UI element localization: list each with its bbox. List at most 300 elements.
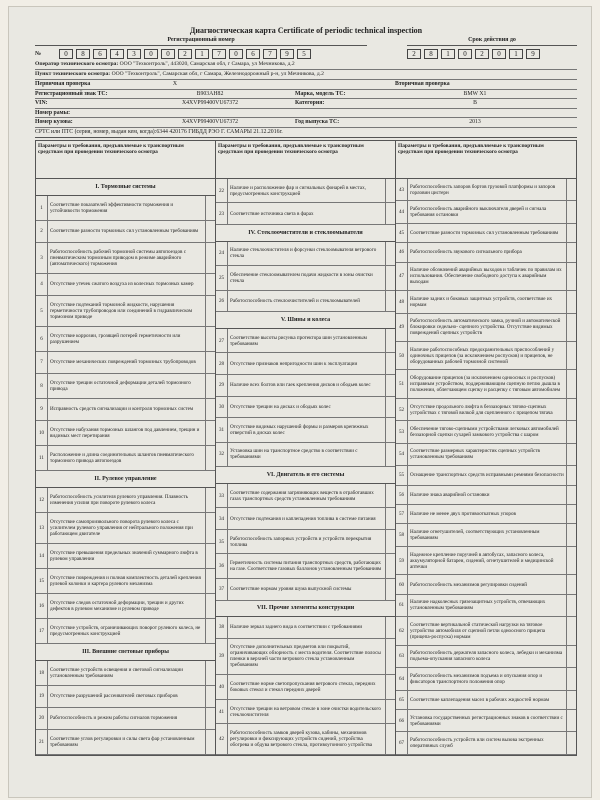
vehicle-value-right: BMW X1 bbox=[463, 90, 487, 97]
requirement-text: Отсутствие превышения предельных значений суммарного люфта в рулевом управлении bbox=[50, 549, 198, 562]
requirement-row bbox=[396, 547, 576, 575]
requirement-mark-cell bbox=[385, 397, 395, 418]
secondary-check-label: Вторичная проверка bbox=[395, 81, 450, 87]
requirement-number: 54 bbox=[396, 444, 408, 465]
requirement-text: Отсутствие подтекания и каплепадения топлива в системе питания bbox=[230, 515, 376, 522]
requirement-text: Работоспособность запоров бортов грузовой платформы и запоров горловин цистерн bbox=[410, 183, 556, 196]
requirements-column bbox=[216, 141, 396, 755]
requirement-mark-cell bbox=[205, 661, 215, 685]
requirement-row bbox=[396, 617, 576, 645]
requirement-text: Соответствие разности тормозных сил установленным требованиям bbox=[410, 229, 559, 236]
valid-until-digit: 0 bbox=[492, 49, 506, 59]
requirement-row bbox=[216, 675, 395, 700]
requirement-text: Исправность средств сигнализации и контроля тормозных систем bbox=[50, 406, 194, 413]
requirement-number: 2 bbox=[36, 221, 48, 242]
reg-number-digit: 0 bbox=[144, 49, 158, 59]
vehicle-row bbox=[35, 99, 577, 109]
requirement-text: Соответствие углов регулировки и силы света фар установленным требованиям bbox=[50, 735, 195, 748]
requirement-text: Работоспособность замков дверей кузова, кабины, механизмов регулировки и фиксирующих устройств сидений, устройства обогрева и обдува ветрового стекла, противоугонного устройства bbox=[230, 730, 373, 749]
requirement-mark-cell bbox=[385, 443, 395, 467]
requirement-number: 18 bbox=[36, 661, 48, 685]
requirement-mark-cell bbox=[566, 466, 576, 484]
reg-number-digit: 5 bbox=[297, 49, 311, 59]
requirement-row bbox=[396, 646, 576, 668]
requirement-number: 20 bbox=[36, 708, 48, 729]
requirement-mark-cell bbox=[385, 375, 395, 396]
requirement-number: 59 bbox=[396, 547, 408, 574]
requirement-number: 31 bbox=[216, 418, 228, 442]
requirement-text: Отсутствие самопроизвольного поворота рулевого колеса с усилителем рулевого управления от нейтрального положения при работающем двигателе bbox=[50, 518, 193, 537]
requirement-text: Отсутствие разрушений рассеивателей световых приборов bbox=[50, 693, 178, 700]
requirement-mark-cell bbox=[205, 446, 215, 470]
requirement-number: 8 bbox=[36, 374, 48, 398]
requirement-number: 28 bbox=[216, 353, 228, 374]
requirement-number: 3 bbox=[36, 243, 48, 273]
valid-until-digit: 8 bbox=[424, 49, 438, 59]
operator-value: ООО "Техконтроль", 443020, Самарская обл, г Самара, ул Мечникова, д.2 bbox=[119, 61, 295, 67]
requirement-number: 26 bbox=[216, 291, 228, 312]
requirement-number: 45 bbox=[396, 224, 408, 242]
vehicle-label-right: Год выпуска ТС: bbox=[295, 119, 340, 126]
section-heading: IV. Стеклоочистители и стеклоомыватели bbox=[216, 225, 395, 242]
requirement-text: Наличие огнетушителей, соответствующих установленным требованиям bbox=[410, 529, 540, 542]
requirement-text: Обеспечение стеклоомывателем подачи жидкости в зоны очистки стекла bbox=[230, 271, 373, 284]
requirement-mark-cell bbox=[205, 544, 215, 568]
requirement-number: 13 bbox=[36, 513, 48, 543]
requirement-text: Наличие надколесных грязезащитных устройств, отвечающих установленным требованиям bbox=[410, 599, 546, 612]
inspection-point-value: ООО "Техконтроль", Самарская обл, г Самара, Железнодорожный р-н, ул Мечникова, д.2 bbox=[111, 71, 324, 77]
requirement-mark-cell bbox=[566, 547, 576, 574]
vehicle-row bbox=[35, 109, 577, 119]
requirement-row bbox=[216, 375, 395, 397]
requirement-text: Соответствие норме светопропускания ветрового стекла, передних боковых стекол и стекол передних дверей bbox=[230, 681, 376, 694]
vehicle-label-left: Номер рамы: bbox=[35, 109, 71, 116]
requirement-mark-cell bbox=[385, 353, 395, 374]
valid-until-digit: 2 bbox=[407, 49, 421, 59]
column-header-text: Параметры и требования, предъявляемые к транспортным средствам при проведении технического осмотра bbox=[218, 142, 364, 156]
requirement-mark-cell bbox=[205, 221, 215, 242]
section-heading: II. Рулевое управление bbox=[36, 471, 215, 488]
requirement-number: 44 bbox=[396, 201, 408, 222]
requirement-number: 10 bbox=[36, 421, 48, 445]
inspection-point-label: Пункт технического осмотра: bbox=[35, 71, 111, 77]
requirement-mark-cell bbox=[566, 291, 576, 312]
requirement-number: 32 bbox=[216, 443, 228, 467]
requirement-row bbox=[396, 179, 576, 201]
requirement-row bbox=[396, 486, 576, 505]
requirement-number: 48 bbox=[396, 291, 408, 312]
vehicle-label-right: Марка, модель ТС: bbox=[295, 90, 346, 97]
requirement-mark-cell bbox=[566, 732, 576, 753]
requirement-row bbox=[36, 730, 215, 755]
requirement-text: Соответствие содержания загрязняющих веществ в отработавших газах транспортных средств установленным требованиям bbox=[230, 489, 374, 502]
valid-until-digit: 9 bbox=[526, 49, 540, 59]
requirement-mark-cell bbox=[566, 668, 576, 689]
valid-until-digit: 1 bbox=[509, 49, 523, 59]
requirement-text: Обеспечение тягово-сцепными устройствами легковых автомобилей беззазорной сцепки сухарей замкового устройства с шаром bbox=[410, 425, 559, 438]
operator-label: Оператор технического осмотра: bbox=[35, 61, 119, 67]
requirement-mark-cell bbox=[385, 530, 395, 554]
requirement-mark-cell bbox=[205, 296, 215, 326]
requirement-number: 12 bbox=[36, 488, 48, 512]
requirement-number: 24 bbox=[216, 242, 228, 266]
requirement-row bbox=[396, 291, 576, 313]
requirement-number: 14 bbox=[36, 544, 48, 568]
requirement-text: Соответствие размерных характеристик сцепных устройств установленным требованиям bbox=[410, 448, 540, 461]
requirement-mark-cell bbox=[385, 179, 395, 203]
requirement-text: Отсутствие повреждения и полная комплектность деталей крепления рулевой колонки и картера рулевого механизма bbox=[50, 574, 201, 587]
requirement-text: Работоспособность автоматического замка, ручной и автоматической блокировки седельно- сцепного устройства. Отсутствие видимых повреждений сцепных устройств bbox=[410, 318, 561, 337]
requirement-row bbox=[216, 203, 395, 225]
requirement-number: 58 bbox=[396, 524, 408, 545]
requirement-text: Установка шин на транспортное средство в соответствии с требованиями bbox=[230, 448, 358, 461]
document-title: Диагностическая карта Certificate of periodic technical inspection bbox=[189, 26, 423, 35]
requirement-mark-cell bbox=[566, 595, 576, 616]
requirement-row bbox=[216, 579, 395, 601]
requirement-row bbox=[36, 569, 215, 594]
requirement-row bbox=[216, 443, 395, 468]
requirement-row bbox=[36, 243, 215, 274]
requirement-row bbox=[36, 446, 215, 471]
requirement-row bbox=[36, 513, 215, 544]
requirement-mark-cell bbox=[385, 329, 395, 353]
requirement-text: Наличие стеклоочистителя и форсунки стеклоомывателя ветрового стекла bbox=[230, 247, 377, 260]
requirement-number: 1 bbox=[36, 196, 48, 220]
requirement-text: Оснащение транспортных средств исправными ремнями безопасности bbox=[410, 472, 564, 479]
reg-number-digit: 6 bbox=[246, 49, 260, 59]
requirement-mark-cell bbox=[385, 203, 395, 224]
requirement-text: Наличие не менее двух противооткатных упоров bbox=[410, 511, 516, 518]
requirement-row bbox=[36, 327, 215, 352]
requirement-text: Соответствие каплепадения масел в рабочих жидкостей нормам bbox=[410, 696, 550, 703]
requirement-row bbox=[396, 668, 576, 690]
requirement-text: Соответствие источника света в фарах bbox=[230, 210, 314, 217]
srts-line: СРТС или ПТС (серия, номер, выдан кем, когда):6344 420176 ГИБДД РЭО Г. САМАРЫ 21.12.2016г. bbox=[35, 128, 577, 138]
requirement-row bbox=[36, 221, 215, 243]
requirement-row bbox=[396, 370, 576, 398]
requirement-mark-cell bbox=[205, 488, 215, 512]
requirement-text: Работоспособность запорных устройств и устройств перекрытия топлива bbox=[230, 535, 372, 548]
vehicle-label-left: Номер кузова: bbox=[35, 119, 73, 126]
requirement-row bbox=[36, 594, 215, 619]
requirement-text: Соответствие разности тормозных сил установленным требованиям bbox=[50, 228, 199, 235]
requirement-number: 60 bbox=[396, 575, 408, 593]
requirement-mark-cell bbox=[566, 444, 576, 465]
requirement-row bbox=[36, 399, 215, 421]
requirement-row bbox=[36, 619, 215, 644]
requirement-mark-cell bbox=[566, 691, 576, 709]
vehicle-info bbox=[35, 90, 577, 128]
requirement-text: Соответствие показателей эффективности торможения и устойчивости торможения bbox=[50, 201, 174, 214]
valid-until-digits bbox=[407, 46, 577, 60]
requirement-text: Работоспособность механизмов подъема и опускания опор и фиксаторов транспортного положения опор bbox=[410, 672, 543, 685]
requirement-text: Наличие всех болтов или гаек крепления дисков и ободьев колес bbox=[230, 382, 371, 389]
requirement-number: 66 bbox=[396, 710, 408, 731]
requirement-number: 52 bbox=[396, 399, 408, 420]
requirement-mark-cell bbox=[566, 263, 576, 290]
reg-number-digit: 1 bbox=[195, 49, 209, 59]
requirement-number: 38 bbox=[216, 617, 228, 638]
requirement-text: Отсутствие продольного люфта в беззазорных тягово-сцепных устройствах с тяговой вилкой для сцепленного с прицепом тягача bbox=[410, 403, 553, 416]
requirement-mark-cell bbox=[566, 524, 576, 545]
requirement-number: 46 bbox=[396, 243, 408, 261]
requirement-number: 63 bbox=[396, 646, 408, 667]
reg-number-digit: 8 bbox=[76, 49, 90, 59]
requirement-text: Наличие задних и боковых защитных устройств, соответствие их нормам bbox=[410, 295, 553, 308]
requirement-mark-cell bbox=[566, 342, 576, 369]
requirement-mark-cell bbox=[385, 700, 395, 724]
requirement-number: 30 bbox=[216, 397, 228, 418]
requirement-row bbox=[396, 224, 576, 243]
requirement-text: Отсутствие механических повреждений тормозных трубопроводов bbox=[50, 359, 196, 366]
column-header bbox=[216, 141, 395, 179]
requirement-text: Отсутствие утечек сжатого воздуха из колесных тормозных камер bbox=[50, 281, 194, 288]
requirement-mark-cell bbox=[566, 486, 576, 504]
requirement-row bbox=[216, 266, 395, 291]
requirement-text: Соответствие нормам уровня шума выпускной системы bbox=[230, 586, 352, 593]
requirement-mark-cell bbox=[566, 399, 576, 420]
requirement-text: Отсутствие коррозии, грозящей потерей герметичности или разрушением bbox=[50, 332, 181, 345]
requirement-row bbox=[216, 700, 395, 725]
valid-until-digit: 2 bbox=[475, 49, 489, 59]
requirement-text: Работоспособность усилителя рулевого управления. Плавность изменения усилия при повороте рулевого колеса bbox=[50, 493, 188, 506]
requirement-row bbox=[36, 661, 215, 686]
requirement-row bbox=[216, 242, 395, 267]
requirement-row bbox=[216, 329, 395, 354]
requirement-row bbox=[396, 691, 576, 710]
requirements-table bbox=[35, 140, 577, 756]
requirement-mark-cell bbox=[385, 554, 395, 578]
requirement-text: Работоспособность рабочей тормозной системы автопоездов с пневматическим тормозным приводом в режиме аварийного (автоматического) торможения bbox=[50, 248, 186, 267]
requirement-mark-cell bbox=[385, 639, 395, 675]
requirement-row bbox=[36, 352, 215, 374]
header-block bbox=[35, 36, 577, 60]
requirement-row bbox=[216, 639, 395, 676]
requirement-mark-cell bbox=[205, 594, 215, 618]
requirement-text: Отсутствие устройств, ограничивающих поворот рулевого колеса, не предусмотренных конструкцией bbox=[50, 624, 201, 637]
operator-line bbox=[35, 60, 577, 70]
vehicle-label-left: Регистрационный знак ТС: bbox=[35, 90, 108, 97]
requirement-text: Герметичность системы питания транспортных средств, работающих на газе. Соответствие газовых баллонов установленным требованиям bbox=[230, 560, 382, 573]
requirement-number: 62 bbox=[396, 617, 408, 644]
requirement-number: 50 bbox=[396, 342, 408, 369]
requirement-number: 51 bbox=[396, 370, 408, 397]
requirement-row bbox=[396, 342, 576, 370]
reg-number-digit: 0 bbox=[161, 49, 175, 59]
requirement-number: 64 bbox=[396, 668, 408, 689]
requirement-mark-cell bbox=[566, 243, 576, 261]
requirement-row bbox=[36, 488, 215, 513]
section-heading: I. Тормозные системы bbox=[36, 179, 215, 196]
requirement-text: Работоспособность звукового сигнального прибора bbox=[410, 249, 522, 256]
requirement-text: Наличие и расположение фар и сигнальных фонарей в местах, предусмотренных конструкцией bbox=[230, 184, 366, 197]
vehicle-value-right: B bbox=[473, 100, 477, 107]
requirement-number: 40 bbox=[216, 675, 228, 699]
reg-number-digit: 9 bbox=[280, 49, 294, 59]
requirement-mark-cell bbox=[566, 646, 576, 667]
requirement-number: 4 bbox=[36, 274, 48, 295]
requirements-column bbox=[396, 141, 576, 755]
requirement-row bbox=[396, 505, 576, 524]
requirement-mark-cell bbox=[205, 274, 215, 295]
requirement-row bbox=[36, 196, 215, 221]
requirements-column bbox=[36, 141, 216, 755]
requirement-text: Наличие работоспособных предохранительных приспособлений у одиночных прицепов (за исключением роспусков) и прицепов, не оборудованных рабочей тормозной системой bbox=[410, 346, 555, 365]
requirement-mark-cell bbox=[566, 224, 576, 242]
vehicle-value-left: X4XVP99400VU67372 bbox=[181, 100, 239, 107]
reg-number-digits bbox=[35, 46, 367, 60]
reg-number-digit: 2 bbox=[178, 49, 192, 59]
requirement-text: Работоспособность и режим работы сигналов торможения bbox=[50, 715, 178, 722]
vehicle-label-right: Категория: bbox=[295, 100, 325, 107]
requirement-text: Отсутствие видимых нарушений формы и размеров крепежных отверстий в дисках колес bbox=[230, 423, 369, 436]
reg-number-digit: 0 bbox=[229, 49, 243, 59]
requirement-text: Оборудование прицепов (за исключением одноосных и роспусков) исправным устройством, поддерживающим сцепную петлю дышла в положении, облегчающем сцепку и расцепку с тяговым автомобилем bbox=[410, 375, 561, 394]
requirement-number: 61 bbox=[396, 595, 408, 616]
check-type-row bbox=[35, 80, 577, 90]
requirement-number: 19 bbox=[36, 686, 48, 707]
vehicle-value-left bbox=[125, 109, 295, 118]
requirement-number: 57 bbox=[396, 505, 408, 523]
requirement-row bbox=[396, 314, 576, 342]
number-sign: № bbox=[35, 51, 42, 57]
reg-number-digit: 4 bbox=[110, 49, 124, 59]
vehicle-label-left: VIN: bbox=[35, 100, 48, 107]
reg-number-digit: 0 bbox=[59, 49, 73, 59]
requirement-mark-cell bbox=[385, 508, 395, 529]
column-header-text: Параметры и требования, предъявляемые к транспортным средствам при проведении технического осмотра bbox=[398, 142, 544, 156]
requirement-text: Наличие обозначений аварийных выходов и табличек по правилам их использования. Обеспечение свободного доступа к аварийным выходам bbox=[410, 267, 562, 286]
column-header-text: Параметры и требования, предъявляемые к транспортным средствам при проведении технического осмотра bbox=[38, 142, 184, 156]
requirement-mark-cell bbox=[566, 370, 576, 397]
reg-number-digit: 7 bbox=[212, 49, 226, 59]
vehicle-value-left: X4XVP99400VU67372 bbox=[181, 119, 239, 126]
requirement-mark-cell bbox=[385, 291, 395, 312]
requirement-row bbox=[396, 732, 576, 754]
reg-number-digit: 7 bbox=[263, 49, 277, 59]
requirement-row bbox=[36, 421, 215, 446]
requirement-row bbox=[396, 399, 576, 421]
column-header bbox=[36, 141, 215, 179]
requirement-mark-cell bbox=[385, 484, 395, 508]
requirement-mark-cell bbox=[205, 619, 215, 643]
requirement-mark-cell bbox=[566, 505, 576, 523]
requirement-row bbox=[36, 686, 215, 708]
requirement-number: 39 bbox=[216, 639, 228, 675]
primary-check-mark: X bbox=[172, 81, 178, 87]
requirement-row bbox=[396, 466, 576, 485]
requirement-mark-cell bbox=[205, 374, 215, 398]
requirement-mark-cell bbox=[385, 724, 395, 754]
valid-until-digit: 1 bbox=[441, 49, 455, 59]
primary-check-label: Первичная проверка bbox=[35, 81, 91, 87]
requirement-number: 6 bbox=[36, 327, 48, 351]
requirement-row bbox=[36, 708, 215, 730]
requirement-mark-cell bbox=[566, 575, 576, 593]
requirement-mark-cell bbox=[566, 710, 576, 731]
requirement-row bbox=[216, 397, 395, 419]
requirement-number: 49 bbox=[396, 314, 408, 341]
requirement-row bbox=[216, 484, 395, 509]
requirement-text: Работоспособность механизмов регулировки сидений bbox=[410, 581, 528, 588]
requirement-mark-cell bbox=[205, 569, 215, 593]
section-heading: V. Шины и колеса bbox=[216, 312, 395, 329]
requirement-number: 35 bbox=[216, 530, 228, 554]
requirement-number: 33 bbox=[216, 484, 228, 508]
requirement-mark-cell bbox=[566, 179, 576, 200]
requirement-number: 36 bbox=[216, 554, 228, 578]
requirement-row bbox=[396, 524, 576, 546]
requirement-text: Работоспособность стеклоочистителей и стеклоомывателей bbox=[230, 297, 360, 304]
requirement-row bbox=[396, 243, 576, 262]
requirement-text: Отсутствие трещин на ветровом стекле в зоне очистки водительского стеклоочистителя bbox=[230, 705, 381, 718]
requirement-mark-cell bbox=[205, 243, 215, 273]
requirement-text: Отсутствие трещин на дисках и ободьях колес bbox=[230, 403, 331, 410]
vehicle-value-right bbox=[375, 109, 575, 118]
requirement-text: Отсутствие признаков непригодности шин к эксплуатации bbox=[230, 360, 358, 367]
requirement-row bbox=[216, 418, 395, 443]
requirement-text: Соответствие вертикальной статической нагрузки на тяговое устройство автомобиля от сцепной петли одноосного прицепа (прицепа-роспуска) нормам bbox=[410, 621, 546, 640]
requirement-text: Отсутствие следов остаточной деформации, трещин и других дефектов в рулевом механизме и рулевом приводе bbox=[50, 599, 184, 612]
requirement-row bbox=[216, 554, 395, 579]
requirement-text: Отсутствие подтеканий тормозной жидкости, нарушения герметичности трубопроводов или соединений в гидравлическом тормозном приводе bbox=[50, 301, 193, 320]
vehicle-value-left: В903АН82 bbox=[196, 90, 224, 97]
requirement-number: 65 bbox=[396, 691, 408, 709]
requirement-mark-cell bbox=[205, 196, 215, 220]
requirement-mark-cell bbox=[566, 421, 576, 442]
requirement-row bbox=[396, 710, 576, 732]
section-heading: VI. Двигатель и его системы bbox=[216, 467, 395, 484]
requirement-number: 9 bbox=[36, 399, 48, 420]
requirement-number: 41 bbox=[216, 700, 228, 724]
requirement-number: 15 bbox=[36, 569, 48, 593]
requirement-text: Отсутствие набухания тормозных шлангов под давлением, трещин и видимых мест перетирания bbox=[50, 426, 200, 439]
requirement-number: 21 bbox=[36, 730, 48, 754]
requirement-mark-cell bbox=[205, 399, 215, 420]
vehicle-row bbox=[35, 118, 577, 128]
requirement-number: 16 bbox=[36, 594, 48, 618]
requirement-text: Установка государственных регистрационных знаков в соответствии с требованиями bbox=[410, 714, 563, 727]
vehicle-value-right: 2013 bbox=[469, 119, 481, 126]
requirement-mark-cell bbox=[205, 513, 215, 543]
requirement-text: Наличие знака аварийной остановки bbox=[410, 491, 490, 498]
section-heading: VII. Прочие элементы конструкции bbox=[216, 601, 395, 618]
requirement-row bbox=[396, 444, 576, 466]
requirement-mark-cell bbox=[385, 617, 395, 638]
requirement-text: Отсутствие дополнительных предметов или покрытий, ограничивающих обзорность с места водителя. Соответствие полосы пленки в верхней части ветрового стекла установленным требованиям bbox=[230, 644, 381, 669]
valid-until-digit: 0 bbox=[458, 49, 472, 59]
requirement-row bbox=[216, 724, 395, 755]
inspection-point-line bbox=[35, 70, 577, 80]
requirement-mark-cell bbox=[205, 708, 215, 729]
requirement-row bbox=[216, 530, 395, 555]
requirement-number: 29 bbox=[216, 375, 228, 396]
requirement-number: 11 bbox=[36, 446, 48, 470]
reg-number-digit: 6 bbox=[93, 49, 107, 59]
requirement-row bbox=[36, 274, 215, 296]
requirement-row bbox=[396, 263, 576, 291]
requirement-mark-cell bbox=[205, 352, 215, 373]
requirement-mark-cell bbox=[385, 266, 395, 290]
requirement-number: 42 bbox=[216, 724, 228, 754]
requirement-row bbox=[36, 296, 215, 327]
requirement-text: Соответствие высоты рисунка протектора шин установленным требованиям bbox=[230, 334, 367, 347]
requirement-mark-cell bbox=[566, 314, 576, 341]
requirement-number: 17 bbox=[36, 619, 48, 643]
requirement-mark-cell bbox=[205, 730, 215, 754]
requirement-mark-cell bbox=[385, 242, 395, 266]
vehicle-label-right bbox=[295, 109, 375, 118]
